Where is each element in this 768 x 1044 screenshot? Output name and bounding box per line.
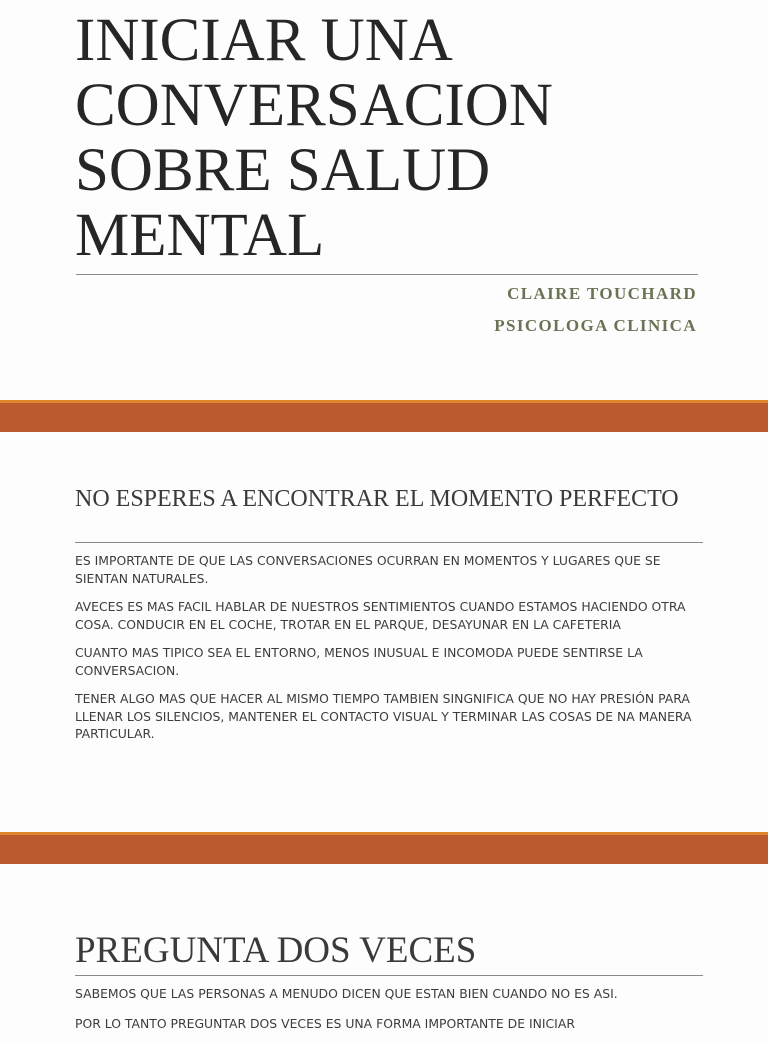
slide-separator bbox=[0, 832, 768, 864]
slide2-paragraph: ES IMPORTANTE DE QUE LAS CONVERSACIONES OCURRAN EN MOMENTOS Y LUGARES QUE SE SIENTAN NATURALES. bbox=[75, 553, 661, 586]
slide-separator bbox=[0, 400, 768, 432]
slide2-heading: NO ESPERES A ENCONTRAR EL MOMENTO PERFECTO bbox=[75, 486, 679, 512]
author-name: CLAIRE TOUCHARD bbox=[507, 284, 697, 303]
slide2-paragraph: TENER ALGO MAS QUE HACER AL MISMO TIEMPO TAMBIEN SINGNIFICA QUE NO HAY PRESIÓN PARA LLENAR LOS SILENCIOS, MANTENER EL CONTACTO VISUAL Y TERMINAR LAS COSAS DE NA MANERA PARTICULAR. bbox=[75, 691, 692, 741]
title-divider bbox=[76, 274, 698, 275]
slide3-body bbox=[75, 985, 703, 1044]
title-slide bbox=[0, 0, 768, 400]
slide2-divider bbox=[75, 542, 703, 543]
slide3-heading: PREGUNTA DOS VECES bbox=[75, 930, 477, 971]
slide2-paragraph: AVECES ES MAS FACIL HABLAR DE NUESTROS SENTIMIENTOS CUANDO ESTAMOS HACIENDO OTRA COSA. CONDUCIR EN EL COCHE, TROTAR EN EL PARQUE, DESAYUNAR EN LA CAFETERIA bbox=[75, 599, 686, 632]
slide2-paragraph: CUANTO MAS TIPICO SEA EL ENTORNO, MENOS INUSUAL E INCOMODA PUEDE SENTIRSE LA CONVERSACION. bbox=[75, 645, 643, 678]
slide3-paragraph: POR LO TANTO PREGUNTAR DOS VECES ES UNA FORMA IMPORTANTE DE INICIAR bbox=[75, 1015, 575, 1031]
slide3-paragraph: SABEMOS QUE LAS PERSONAS A MENUDO DICEN QUE ESTAN BIEN CUANDO NO ES ASI. bbox=[75, 986, 618, 1001]
author-role: PSICOLOGA CLINICA bbox=[494, 316, 697, 335]
slide-title: INICIAR UNA CONVERSACION SOBRE SALUD MENTAL bbox=[75, 7, 553, 269]
slide3-divider bbox=[75, 975, 703, 976]
slide2-body bbox=[75, 552, 703, 754]
